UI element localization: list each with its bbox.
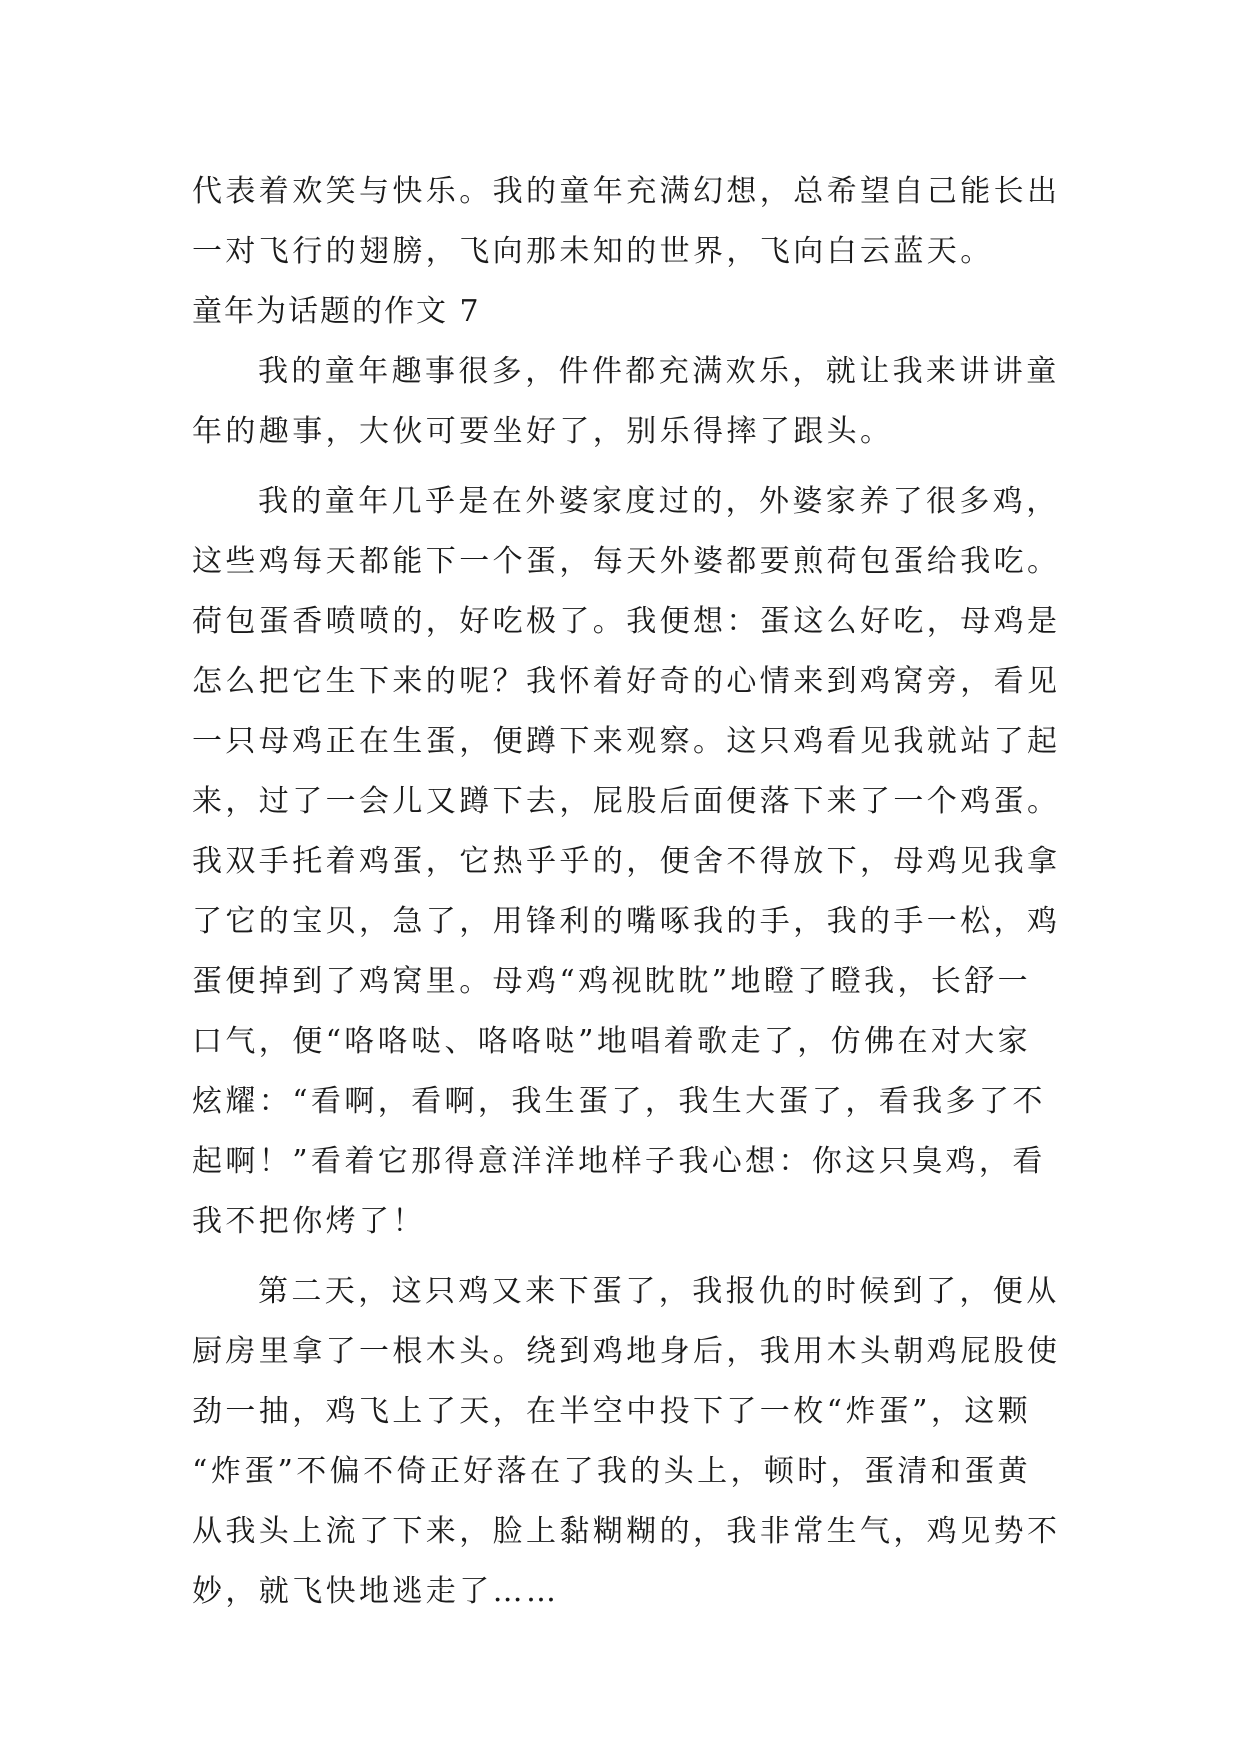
document-body	[192, 162, 1061, 1622]
text-line: 了它的宝贝，急了，用锋利的嘴啄我的手，我的手一松，鸡	[192, 904, 1061, 939]
text-line: 蛋便掉到了鸡窝里。母鸡“鸡视眈眈”地瞪了瞪我，长舒一	[192, 964, 1032, 999]
paragraph-first-line: 第二天，这只鸡又来下蛋了，我报仇的时候到了，便从	[258, 1274, 1060, 1309]
text-line: 来，过了一会儿又蹲下去，屁股后面便落下来了一个鸡蛋。	[192, 784, 1061, 819]
text-line: 炫耀：“看啊，看啊，我生蛋了，我生大蛋了，看我多了不	[192, 1084, 1046, 1119]
text-line: 劲一抽，鸡飞上了天，在半空中投下了一枚“炸蛋”，这颗	[192, 1394, 1032, 1429]
text-line: 代表着欢笑与快乐。我的童年充满幻想，总希望自己能长出	[192, 174, 1061, 209]
text-line: 起啊！”看着它那得意洋洋地样子我心想：你这只臭鸡，看	[192, 1144, 1046, 1179]
text-line: 从我头上流了下来，脸上黏糊糊的，我非常生气，鸡见势不	[192, 1514, 1061, 1549]
text-line: 我双手托着鸡蛋，它热乎乎的，便舍不得放下，母鸡见我拿	[192, 844, 1061, 879]
text-line: 荷包蛋香喷喷的，好吃极了。我便想：蛋这么好吃，母鸡是	[192, 604, 1061, 639]
essay-heading: 童年为话题的作文 7	[192, 294, 481, 329]
paragraph-first-line: 我的童年几乎是在外婆家度过的，外婆家养了很多鸡，	[258, 484, 1060, 519]
text-line: 厨房里拿了一根木头。绕到鸡地身后，我用木头朝鸡屁股使	[192, 1334, 1061, 1369]
text-line: 我不把你烤了！	[192, 1204, 426, 1239]
text-line: 一只母鸡正在生蛋，便蹲下来观察。这只鸡看见我就站了起	[192, 724, 1061, 759]
paragraph-first-line: 我的童年趣事很多，件件都充满欢乐，就让我来讲讲童	[258, 354, 1060, 389]
text-line: 怎么把它生下来的呢？我怀着好奇的心情来到鸡窝旁，看见	[192, 664, 1061, 699]
text-line: 这些鸡每天都能下一个蛋，每天外婆都要煎荷包蛋给我吃。	[192, 544, 1061, 579]
text-line: 一对飞行的翅膀，飞向那未知的世界，飞向白云蓝天。	[192, 234, 994, 269]
text-line: 口气，便“咯咯哒、咯咯哒”地唱着歌走了，仿佛在对大家	[192, 1024, 1032, 1059]
text-line: 年的趣事，大伙可要坐好了，别乐得摔了跟头。	[192, 414, 894, 449]
text-line: “炸蛋”不偏不倚正好落在了我的头上，顿时，蛋清和蛋黄	[192, 1454, 1032, 1489]
text-line: 妙，就飞快地逃走了……	[192, 1574, 560, 1609]
